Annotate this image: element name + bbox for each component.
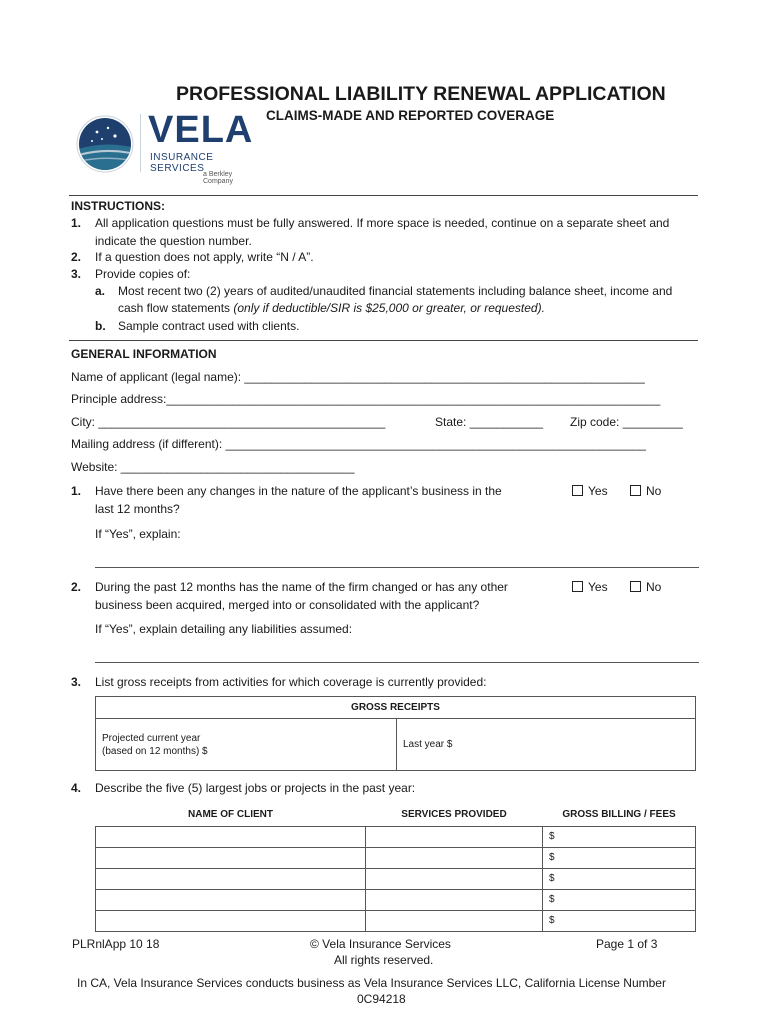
general-info-heading: GENERAL INFORMATION [71,347,217,361]
question-1-number: 1. [71,484,82,498]
services-cell[interactable] [366,910,543,931]
instruction-3-number: 3. [71,267,82,281]
q2-no-checkbox[interactable] [630,578,661,596]
checkbox-icon [572,581,583,592]
table-row [96,868,696,889]
rights-reserved: All rights reserved. [334,953,434,967]
instruction-3b: Sample contract used with clients. [118,319,300,333]
gross-receipts-table [95,696,696,771]
question-3-number: 3. [71,675,82,689]
last-year-receipts-cell[interactable] [397,719,696,771]
client-cell[interactable] [96,889,366,910]
q1-yes-label: Yes [588,484,608,498]
question-2: During the past 12 months has the name of the firm changed or has any other [95,580,508,594]
table-row [96,889,696,910]
question-1-explain-field[interactable] [95,567,699,568]
projected-receipts-cell[interactable] [96,719,397,771]
principle-address-field[interactable]: Principle address:__________________________________________________________________________ [71,392,661,406]
instruction-2: If a question does not apply, write “N / A”. [95,250,314,264]
question-2-cont: business been acquired, merged into or consolidated with the applicant? [95,598,480,612]
page-title: PROFESSIONAL LIABILITY RENEWAL APPLICATION [176,83,666,105]
state-field[interactable]: State: ___________ [435,415,544,429]
section-divider [69,340,698,341]
largest-jobs-table [95,804,696,932]
checkbox-icon [630,581,641,592]
q1-no-checkbox[interactable] [630,482,661,500]
q1-yes-checkbox[interactable] [572,482,608,500]
services-cell[interactable] [366,826,543,847]
instruction-2-number: 2. [71,250,82,264]
q2-yes-label: Yes [588,580,608,594]
q1-no-label: No [646,484,662,498]
question-2-explain-label: If “Yes”, explain detailing any liabilities assumed: [95,622,353,636]
instruction-3: Provide copies of: [95,267,191,281]
city-field[interactable]: City: ___________________________________________ [71,415,386,429]
gross-receipts-heading: GROSS RECEIPTS [96,697,696,719]
instruction-3a-cont [118,299,545,317]
client-cell[interactable] [96,847,366,868]
services-cell[interactable] [366,889,543,910]
question-1-explain-label: If “Yes”, explain: [95,527,181,541]
fees-cell[interactable]: $ [543,889,696,910]
license-number: 0C94218 [357,992,406,1006]
projected-label-line2: (based on 12 months) $ [102,745,208,757]
instruction-1: All application questions must be fully answered. If more space is needed, continue on a separate sheet and [95,216,670,230]
zip-field[interactable]: Zip code: _________ [570,415,683,429]
projected-label-line1: Projected current year [102,732,201,744]
logo-brand: VELA [148,109,254,151]
logo-subline: INSURANCE SERVICES [150,152,214,174]
instruction-3a-note: (only if deductible/SIR is $25,000 or greater, or requested). [233,301,545,315]
col-gross-billing: GROSS BILLING / FEES [543,804,696,826]
table-row [96,826,696,847]
table-row [96,847,696,868]
instruction-1-cont: indicate the question number. [95,234,252,248]
instructions-heading: INSTRUCTIONS: [71,199,165,213]
fees-cell[interactable]: $ [543,868,696,889]
table-row [96,910,696,931]
applicant-name-field[interactable]: Name of applicant (legal name): ____________________________________________________________ [71,370,645,384]
q2-no-label: No [646,580,662,594]
client-cell[interactable] [96,910,366,931]
question-4: Describe the five (5) largest jobs or projects in the past year: [95,781,416,795]
col-services-provided: SERVICES PROVIDED [366,804,543,826]
question-1-cont: last 12 months? [95,502,180,516]
page-number: Page 1 of 3 [596,937,658,951]
q2-yes-checkbox[interactable] [572,578,608,596]
fees-cell[interactable]: $ [543,847,696,868]
instruction-1-number: 1. [71,216,82,230]
logo-tagline: a Berkley Company [203,171,233,185]
last-year-label: Last year $ [403,739,453,750]
vela-logo [73,109,263,185]
services-cell[interactable] [366,847,543,868]
copyright: © Vela Insurance Services [310,937,451,951]
header-divider [69,195,698,196]
question-2-explain-field[interactable] [95,662,699,663]
license-note: In CA, Vela Insurance Services conducts business as Vela Insurance Services LLC, California License Number [77,976,666,990]
globe-logo-icon [75,114,135,174]
fees-cell[interactable]: $ [543,826,696,847]
instruction-3a-plain: cash flow statements [118,301,234,315]
instruction-3b-label: b. [95,319,106,333]
question-2-number: 2. [71,580,82,594]
instruction-3a: Most recent two (2) years of audited/unaudited financial statements including balance sheet, income and [118,284,673,298]
fees-cell[interactable]: $ [543,910,696,931]
question-4-number: 4. [71,781,82,795]
form-id: PLRnlApp 10 18 [72,937,160,951]
checkbox-icon [572,485,583,496]
question-3: List gross receipts from activities for which coverage is currently provided: [95,675,487,689]
page-subtitle: CLAIMS-MADE AND REPORTED COVERAGE [266,108,555,123]
services-cell[interactable] [366,868,543,889]
instruction-3a-label: a. [95,284,106,298]
client-cell[interactable] [96,826,366,847]
client-cell[interactable] [96,868,366,889]
col-name-of-client: NAME OF CLIENT [96,804,366,826]
website-field[interactable]: Website: ___________________________________ [71,460,355,474]
mailing-address-field[interactable]: Mailing address (if different): _______________________________________________________________ [71,437,646,451]
checkbox-icon [630,485,641,496]
question-1: Have there been any changes in the nature of the applicant’s business in the [95,484,502,498]
